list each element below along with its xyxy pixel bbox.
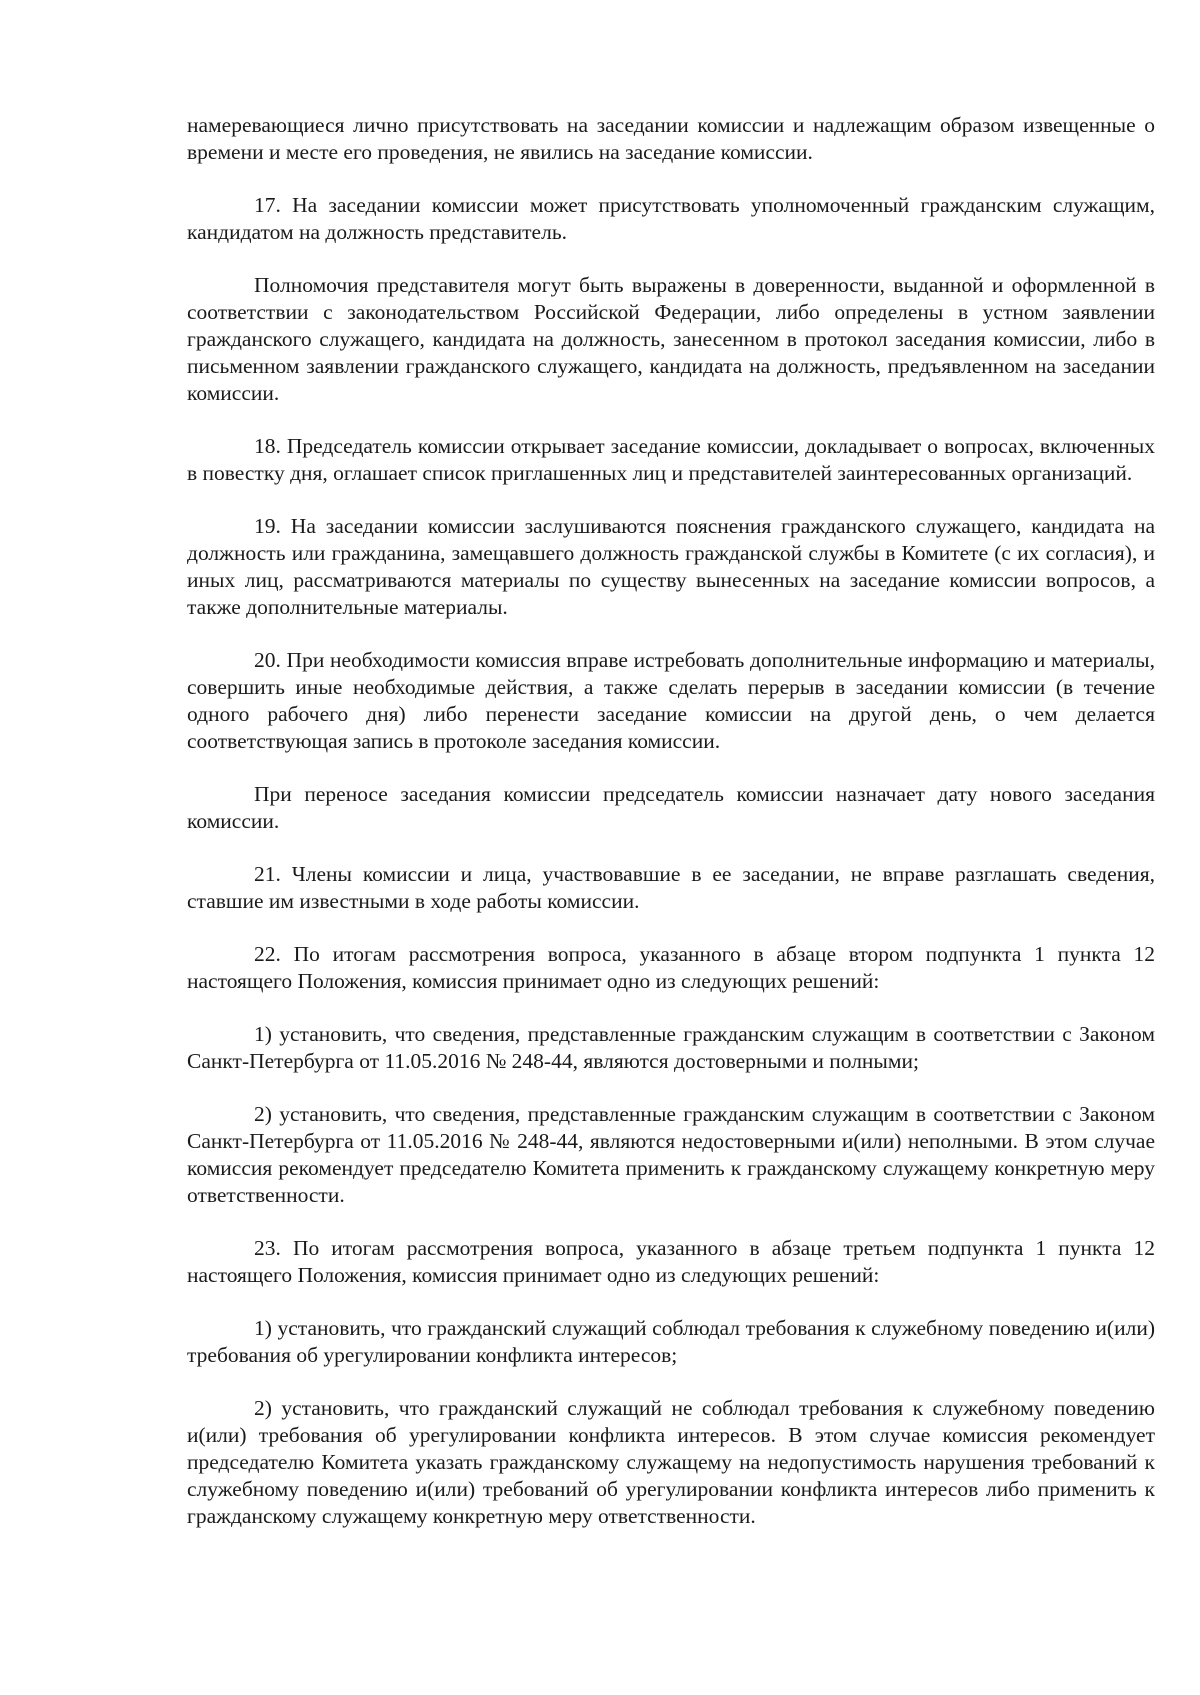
paragraph-item-22: 22. По итогам рассмотрения вопроса, указанного в абзаце втором подпункта 1 пункта 12 настоящего Положения, комиссия принимает одно из следующих решений: bbox=[187, 942, 1155, 993]
paragraph-item-21: 21. Члены комиссии и лица, участвовавшие в ее заседании, не вправе разглашать сведения, ставшие им известными в ходе работы комиссии. bbox=[187, 862, 1155, 913]
paragraph-item-18: 18. Председатель комиссии открывает заседание комиссии, докладывает о вопросах, включенных в повестку дня, оглашает список приглашенных лиц и представителей заинтересованных организаций. bbox=[187, 434, 1155, 485]
paragraph-item-23-sub-2: 2) установить, что гражданский служащий не соблюдал требования к служебному поведению и(или) требования об урегулировании конфликта интересов. В этом случае комиссия рекомендует председателю Комитета указать гражданскому служащему на недопустимость нарушения требований к служебному поведению и(или) требований об урегулировании конфликта интересов либо применить к гражданскому служащему конкретную меру ответственности. bbox=[187, 1396, 1155, 1528]
paragraph-item-23: 23. По итогам рассмотрения вопроса, указанного в абзаце третьем подпункта 1 пункта 12 настоящего Положения, комиссия принимает одно из следующих решений: bbox=[187, 1236, 1155, 1287]
paragraph-postponement: При переносе заседания комиссии председатель комиссии назначает дату нового заседания комиссии. bbox=[187, 782, 1155, 833]
paragraph-item-20: 20. При необходимости комиссия вправе истребовать дополнительные информацию и материалы, совершить иные необходимые действия, а также сделать перерыв в заседании комиссии (в течение одного рабочего дня) либо перенести заседание комиссии на другой день, о чем делается соответствующая запись в протоколе заседания комиссии. bbox=[187, 648, 1155, 753]
paragraph-continuation: намеревающиеся лично присутствовать на заседании комиссии и надлежащим образом извещенные о времени и месте его проведения, не явились на заседание комиссии. bbox=[187, 113, 1155, 164]
document-body bbox=[187, 112, 1155, 1556]
paragraph-item-22-sub-2: 2) установить, что сведения, представленные гражданским служащим в соответствии с Законом Санкт-Петербурга от 11.05.2016 № 248-44, являются недостоверными и(или) неполными. В этом случае комиссия рекомендует председателю Комитета применить к гражданскому служащему конкретную меру ответственности. bbox=[187, 1102, 1155, 1207]
paragraph-item-17: 17. На заседании комиссии может присутствовать уполномоченный гражданским служащим, кандидатом на должность представитель. bbox=[187, 193, 1155, 244]
paragraph-representative-powers: Полномочия представителя могут быть выражены в доверенности, выданной и оформленной в соответствии с законодательством Российской Федерации, либо определены в устном заявлении гражданского служащего, кандидата на должность, занесенном в протокол заседания комиссии, либо в письменном заявлении гражданского служащего, кандидата на должность, предъявленном на заседании комиссии. bbox=[187, 273, 1155, 405]
paragraph-item-22-sub-1: 1) установить, что сведения, представленные гражданским служащим в соответствии с Законом Санкт-Петербурга от 11.05.2016 № 248-44, являются достоверными и полными; bbox=[187, 1022, 1155, 1073]
paragraph-item-19: 19. На заседании комиссии заслушиваются пояснения гражданского служащего, кандидата на должность или гражданина, замещавшего должность гражданской службы в Комитете (с их согласия), и иных лиц, рассматриваются материалы по существу вынесенных на заседание комиссии вопросов, а также дополнительные материалы. bbox=[187, 514, 1155, 619]
paragraph-item-23-sub-1: 1) установить, что гражданский служащий соблюдал требования к служебному поведению и(или) требования об урегулировании конфликта интересов; bbox=[187, 1316, 1155, 1367]
